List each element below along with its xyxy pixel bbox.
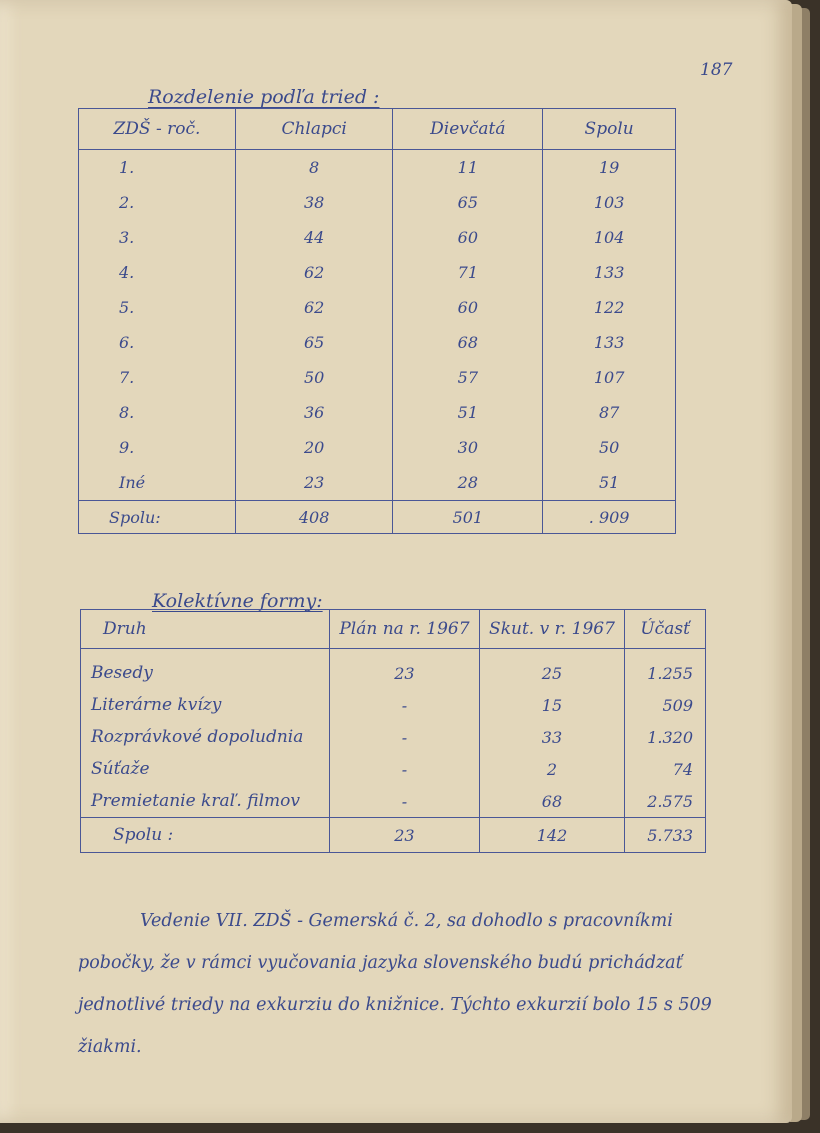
- grade-distribution-table: [78, 108, 676, 534]
- total-cell: Spolu :: [81, 818, 330, 853]
- collective-forms-table: [80, 609, 706, 853]
- table-cell: 44: [235, 220, 393, 255]
- table-cell: 50: [235, 360, 393, 395]
- table-cell: 1.255: [625, 649, 706, 690]
- table-cell: 74: [625, 753, 706, 785]
- table-cell: 103: [543, 185, 676, 220]
- table-cell: 62: [235, 255, 393, 290]
- table-cell: Literárne kvízy: [81, 689, 330, 721]
- table1-title: Rozdelenie podľa tried :: [148, 86, 380, 108]
- table-header-row: [81, 610, 706, 649]
- table-cell: 107: [543, 360, 676, 395]
- total-cell: 408: [235, 501, 393, 534]
- table-cell: Súťaže: [81, 753, 330, 785]
- total-row: [79, 501, 676, 534]
- table-row: [79, 290, 676, 325]
- table-cell: 2.575: [625, 785, 706, 818]
- table2-title: Kolektívne formy:: [152, 590, 323, 612]
- total-cell: 142: [479, 818, 625, 853]
- table-cell: Rozprávkové dopoludnia: [81, 721, 330, 753]
- table-cell: 87: [543, 395, 676, 430]
- table-row: [81, 721, 706, 753]
- total-cell: 23: [330, 818, 480, 853]
- table-row: [79, 185, 676, 220]
- table-row: [79, 395, 676, 430]
- column-header: Spolu: [543, 109, 676, 150]
- table-row: [79, 325, 676, 360]
- table-cell: 4.: [79, 255, 236, 290]
- total-row: [81, 818, 706, 853]
- table-cell: 133: [543, 255, 676, 290]
- table-cell: 20: [235, 430, 393, 465]
- table-row: [81, 753, 706, 785]
- table-cell: 2: [479, 753, 625, 785]
- table-cell: -: [330, 753, 480, 785]
- column-header: Skut. v r. 1967: [479, 610, 625, 649]
- table-cell: 36: [235, 395, 393, 430]
- table-cell: 1.: [79, 150, 236, 186]
- total-cell: 5.733: [625, 818, 706, 853]
- table-cell: 62: [235, 290, 393, 325]
- closing-paragraph: Vedenie VII. ZDŠ - Gemerská č. 2, sa dohodlo s pracovníkmi pobočky, že v rámci vyučovania jazyka slovenského budú prichádzať jednotlivé triedy na exkurziu do knižnice. Týchto exkurzií bolo 15 s 509 žiakmi.: [78, 911, 712, 1057]
- total-cell: 501: [393, 501, 543, 534]
- table-cell: Besedy: [81, 649, 330, 690]
- table-row: [79, 430, 676, 465]
- table-cell: 7.: [79, 360, 236, 395]
- table-cell: -: [330, 689, 480, 721]
- column-header: Dievčatá: [393, 109, 543, 150]
- table-cell: 60: [393, 220, 543, 255]
- table-cell: 2.: [79, 185, 236, 220]
- table-cell: 50: [543, 430, 676, 465]
- table-cell: 51: [393, 395, 543, 430]
- table-cell: 8.: [79, 395, 236, 430]
- table-cell: 33: [479, 721, 625, 753]
- table-cell: 5.: [79, 290, 236, 325]
- table-cell: 68: [393, 325, 543, 360]
- table-cell: 38: [235, 185, 393, 220]
- column-header: Druh: [81, 610, 330, 649]
- table-cell: 57: [393, 360, 543, 395]
- table-cell: 122: [543, 290, 676, 325]
- table-header-row: [79, 109, 676, 150]
- table-cell: 104: [543, 220, 676, 255]
- table-row: [81, 649, 706, 690]
- table-cell: 28: [393, 465, 543, 501]
- table-cell: 65: [393, 185, 543, 220]
- table-cell: 25: [479, 649, 625, 690]
- table-cell: 8: [235, 150, 393, 186]
- table-row: [79, 255, 676, 290]
- table-cell: 23: [235, 465, 393, 501]
- table-cell: 51: [543, 465, 676, 501]
- table-cell: 65: [235, 325, 393, 360]
- table-cell: 23: [330, 649, 480, 690]
- table-cell: 19: [543, 150, 676, 186]
- table-row: [79, 220, 676, 255]
- table-cell: 30: [393, 430, 543, 465]
- table-row: [79, 360, 676, 395]
- table-cell: Iné: [79, 465, 236, 501]
- table-cell: Premietanie kraľ. filmov: [81, 785, 330, 818]
- column-header: Účasť: [625, 610, 706, 649]
- table-cell: 60: [393, 290, 543, 325]
- table-cell: 71: [393, 255, 543, 290]
- table-row: [81, 689, 706, 721]
- table-row: [81, 785, 706, 818]
- column-header: Plán na r. 1967: [330, 610, 480, 649]
- table-cell: 6.: [79, 325, 236, 360]
- column-header: Chlapci: [235, 109, 393, 150]
- table-cell: 1.320: [625, 721, 706, 753]
- table-row: [79, 150, 676, 186]
- table-cell: -: [330, 721, 480, 753]
- table-cell: 9.: [79, 430, 236, 465]
- table-cell: 68: [479, 785, 625, 818]
- table-cell: 11: [393, 150, 543, 186]
- page-number: 187: [700, 60, 733, 80]
- table-cell: 509: [625, 689, 706, 721]
- table-cell: 15: [479, 689, 625, 721]
- table-row: [79, 465, 676, 501]
- table-cell: -: [330, 785, 480, 818]
- total-cell: Spolu:: [79, 501, 236, 534]
- column-header: ZDŠ - roč.: [79, 109, 236, 150]
- table-cell: 3.: [79, 220, 236, 255]
- table-cell: 133: [543, 325, 676, 360]
- total-cell: . 909: [543, 501, 676, 534]
